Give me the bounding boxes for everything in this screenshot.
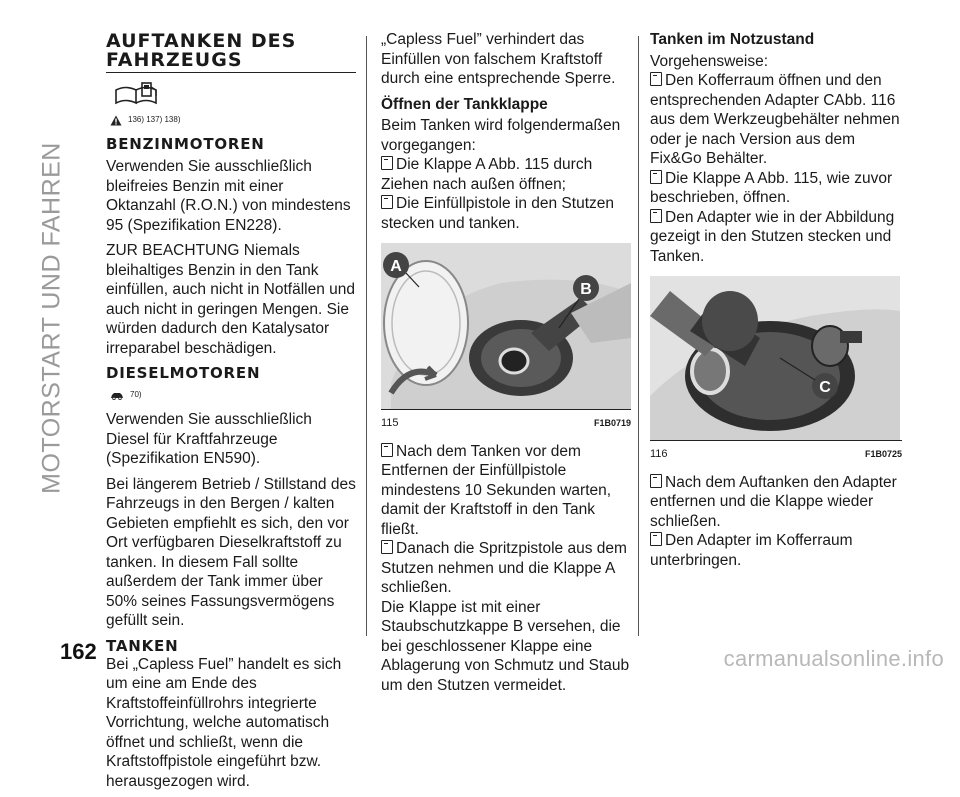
figure-label-a: A bbox=[390, 258, 402, 275]
column-middle bbox=[381, 30, 631, 695]
column-right bbox=[650, 30, 902, 570]
bullet-icon bbox=[381, 443, 393, 457]
watermark: carmanualsonline.info bbox=[723, 646, 944, 671]
fuel-flap-illustration bbox=[381, 243, 631, 409]
column-divider bbox=[638, 36, 639, 636]
warning-triangle-icon bbox=[110, 115, 122, 126]
paragraph-procedure-intro: Vorgehensweise: bbox=[650, 52, 769, 70]
paragraph-dust-cap: Die Klappe ist mit einer Staubschutzkappe B versehen, die bei geschlossener Klappe eine Ablagerung von Schmutz und Staub um den Stutzen vermeidet. bbox=[381, 598, 630, 694]
list-item-text: Den Kofferraum öffnen und den entsprechenden Adapter CAbb. 116 aus dem Werkzeugbehälter nehmen oder je nach Version aus dem Fix&Go Behälter. bbox=[650, 72, 900, 167]
paragraph-capless-fuel: Bei „Capless Fuel” handelt es sich um eine am Ende des Kraftstoffeinfüllrohrs integrierte Vorrichtung, welche automatisch öffnet und schließt, wenn die Kraftstoffpistole eingeführt bzw. herausgezogen wird. bbox=[106, 655, 342, 790]
warning-reference-numbers: 136) 137) 138) bbox=[128, 115, 181, 125]
paragraph-diesel-cold: Bei längerem Betrieb / Stillstand des Fahrzeugs in den Bergen / kalten Gebieten empfiehlt es sich, den vor Ort verfügbaren Dieselkraftstoff zu tanken. In diesem Fall sollte außerdem der Tank immer über 50% seines Fassungsvermögens gefüllt sein. bbox=[106, 475, 356, 629]
bullet-icon bbox=[381, 540, 393, 554]
car-symbol-icon bbox=[110, 390, 124, 400]
figure-label-b: B bbox=[580, 281, 592, 298]
heading-tanken: TANKEN bbox=[106, 636, 179, 655]
section-side-title: MOTORSTART UND FAHREN bbox=[37, 142, 66, 494]
list-item bbox=[381, 442, 631, 540]
bullet-icon bbox=[381, 195, 393, 209]
column-divider bbox=[366, 36, 367, 636]
column-left bbox=[106, 30, 356, 797]
figure-caption bbox=[381, 414, 631, 434]
fuel-pump-book-symbol bbox=[112, 81, 356, 109]
paragraph-benzin-octane: Verwenden Sie ausschließlich bleifreies Benzin mit einer Oktanzahl (R.O.N.) von mindestens 95 (Spezifikation EN228). bbox=[106, 158, 351, 234]
page-title-line-2: FAHRZEUGS bbox=[106, 49, 243, 71]
diesel-reference-number: 70) bbox=[130, 390, 142, 400]
warning-reference bbox=[110, 111, 356, 129]
heading-dieselmotoren: DIESELMOTOREN bbox=[106, 364, 261, 382]
figure-code: F1B0725 bbox=[864, 449, 902, 459]
list-item bbox=[650, 169, 902, 208]
figure-label-c: C bbox=[819, 379, 831, 396]
list-item-text: Nach dem Auftanken den Adapter entfernen und die Klappe wieder schließen. bbox=[650, 473, 897, 530]
figure-116 bbox=[650, 276, 902, 441]
fuel-manual-icon bbox=[112, 81, 168, 109]
heading-emergency-refuel: Tanken im Notzustand bbox=[650, 31, 815, 48]
list-item-text: Die Klappe A Abb. 115 durch Ziehen nach außen öffnen; bbox=[381, 156, 593, 193]
paragraph-benzin-note: ZUR BEACHTUNG Niemals bleihaltiges Benzin in den Tank einfüllen, auch nicht in Notfällen und auch nicht in geringen Mengen. Sie würden dadurch den Katalysator irreparabel beschädigen. bbox=[106, 242, 356, 357]
list-item-text: Den Adapter wie in der Abbildung gezeigt in den Stutzen stecken und Tanken. bbox=[650, 208, 895, 265]
emergency-adapter-illustration bbox=[650, 276, 900, 440]
bullet-icon bbox=[650, 72, 662, 86]
heading-open-flap: Öffnen der Tankklappe bbox=[381, 95, 548, 113]
bullet-icon bbox=[650, 170, 662, 184]
figure-number: 115 bbox=[381, 417, 399, 429]
title-underline bbox=[106, 72, 356, 73]
bullet-icon bbox=[650, 532, 662, 546]
page-number: 162 bbox=[60, 639, 97, 664]
figure-number: 116 bbox=[650, 448, 668, 460]
list-item-text: Die Klappe A Abb. 115, wie zuvor beschrieben, öffnen. bbox=[650, 169, 893, 206]
list-item-text: Danach die Spritzpistole aus dem Stutzen nehmen und die Klappe A schließen. bbox=[381, 540, 627, 596]
paragraph-procedure-intro: Beim Tanken wird folgendermaßen vorgegangen: bbox=[381, 117, 621, 154]
page-title bbox=[106, 32, 356, 70]
list-item-text: Nach dem Tanken vor dem Entfernen der Einfüllpistole mindestens 10 Sekunden warten, damit der Kraftstoff in den Tank fließt. bbox=[381, 442, 612, 538]
paragraph-diesel-spec: Verwenden Sie ausschließlich Diesel für Kraftfahrzeuge (Spezifikation EN590). bbox=[106, 411, 312, 467]
bullet-icon bbox=[381, 156, 393, 170]
list-item bbox=[650, 531, 902, 570]
figure-caption bbox=[650, 445, 902, 465]
bullet-icon bbox=[650, 209, 662, 223]
diesel-reference bbox=[110, 386, 356, 404]
list-item bbox=[650, 71, 902, 169]
list-item bbox=[650, 208, 902, 267]
list-item-text: Den Adapter im Kofferraum unterbringen. bbox=[650, 532, 853, 569]
list-item bbox=[650, 473, 902, 532]
figure-code: F1B0719 bbox=[593, 418, 631, 428]
list-item bbox=[381, 155, 631, 194]
list-item bbox=[381, 194, 631, 233]
page-title-line-1: AUFTANKEN DES bbox=[106, 30, 297, 52]
figure-115 bbox=[381, 243, 631, 410]
list-item bbox=[381, 539, 631, 598]
list-item-text: Die Einfüllpistole in den Stutzen stecken und tanken. bbox=[381, 195, 614, 232]
paragraph-capless-lock: „Capless Fuel” verhindert das Einfüllen von falschem Kraftstoff durch eine entsprechende Sperre. bbox=[381, 31, 616, 87]
bullet-icon bbox=[650, 474, 662, 488]
heading-benzinmotoren: BENZINMOTOREN bbox=[106, 135, 265, 153]
